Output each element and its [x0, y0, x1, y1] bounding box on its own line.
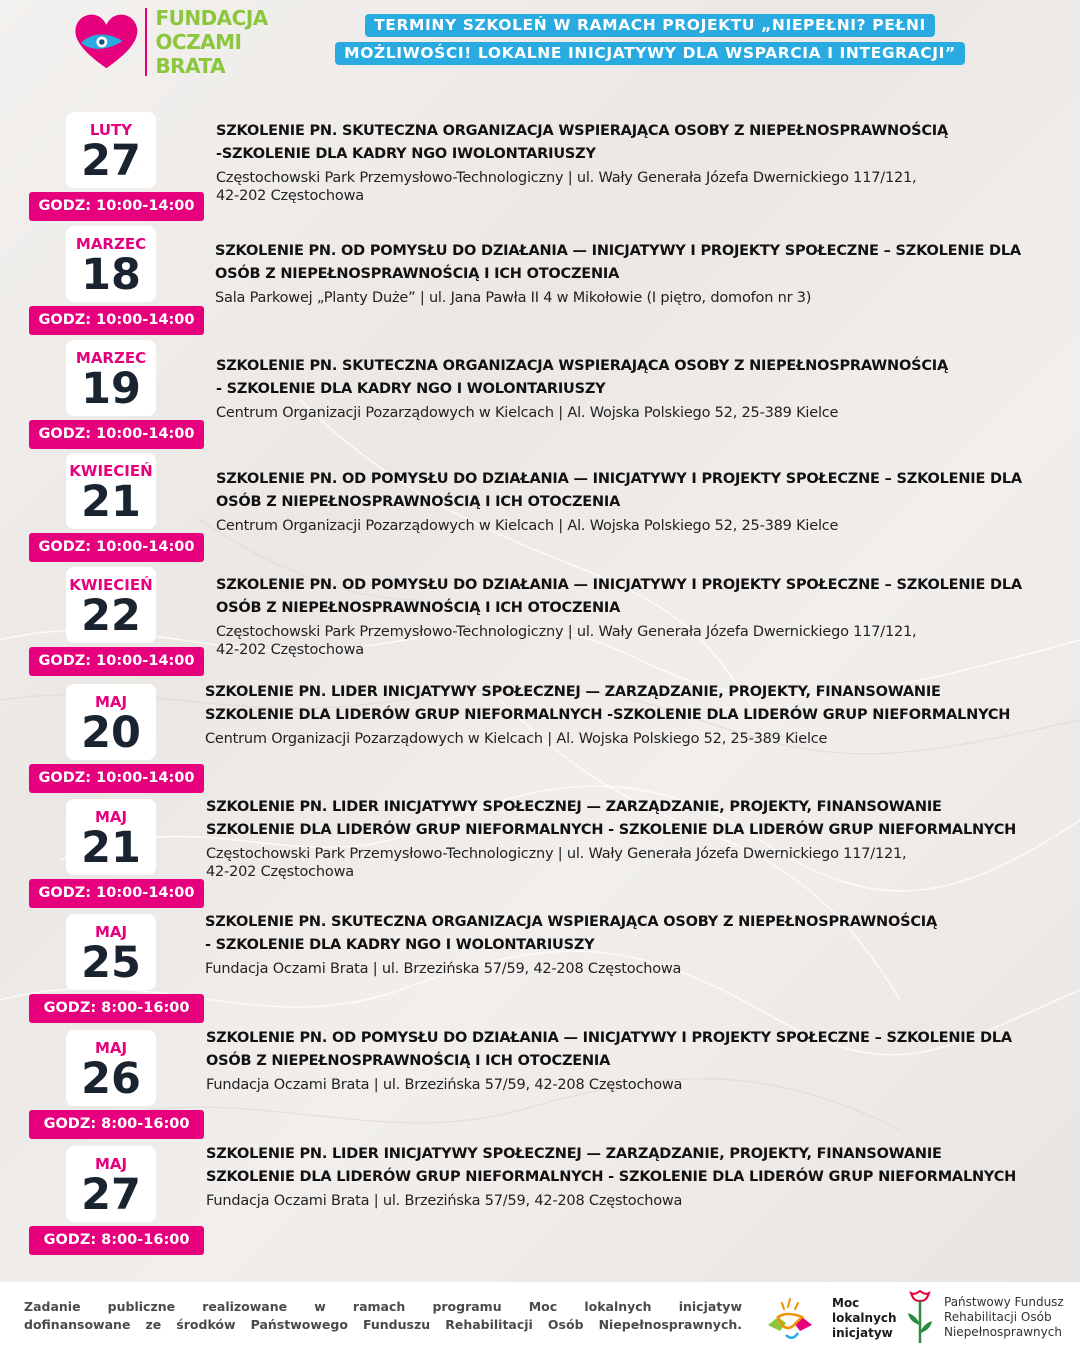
event-details — [216, 468, 1066, 535]
moc-line-2: lokalnych — [832, 1310, 897, 1325]
event-day: 27 — [81, 1170, 141, 1220]
event-location-line-1: Częstochowski Park Przemysłowo-Technologiczny | ul. Wały Generała Józefa Dwernickiego 117/121, — [216, 170, 917, 186]
moc-line-3: inicjatyw — [832, 1325, 893, 1340]
event-day: 20 — [81, 708, 141, 758]
event-hours: GODZ: 10:00-14:00 — [29, 764, 204, 793]
event-month: MAJ — [94, 693, 128, 711]
event-title-line-2: -SZKOLENIE DLA KADRY NGO IWOLONTARIUSZY — [216, 146, 596, 162]
event-item — [0, 567, 1080, 683]
event-location-line-1: Fundacja Oczami Brata | ul. Brzezińska 57/59, 42-208 Częstochowa — [206, 1077, 683, 1093]
event-location-line-1: Centrum Organizacji Pozarządowych w Kielcach | Al. Wojska Polskiego 52, 25-389 Kielce — [205, 731, 828, 747]
event-item — [0, 1030, 1080, 1146]
event-title-line-1: SZKOLENIE PN. OD POMYSŁU DO DZIAŁANIA — INICJATYWY I PROJEKTY SPOŁECZNE – SZKOLENIE DLA — [206, 1030, 1012, 1046]
date-card — [66, 453, 156, 529]
event-title-line-2: SZKOLENIE DLA LIDERÓW GRUP NIEFORMALNYCH -SZKOLENIE DLA LIDERÓW GRUP NIEFORMALNYCH — [205, 707, 1011, 723]
event-details — [216, 574, 1066, 659]
event-month: MAJ — [94, 923, 128, 941]
date-card — [66, 684, 156, 760]
event-day: 21 — [81, 823, 141, 873]
event-hours: GODZ: 8:00-16:00 — [29, 1226, 204, 1255]
pfron-logo — [905, 1288, 1075, 1346]
event-title-line-2: OSÓB Z NIEPEŁNOSPRAWNOŚCIĄ I ICH OTOCZENIA — [216, 494, 621, 510]
event-day: 26 — [81, 1054, 141, 1104]
event-title-line-1: SZKOLENIE PN. OD POMYSŁU DO DZIAŁANIA — INICJATYWY I PROJEKTY SPOŁECZNE – SZKOLENIE DLA — [215, 243, 1021, 259]
event-hours: GODZ: 10:00-14:00 — [29, 192, 204, 221]
event-item — [0, 112, 1080, 228]
event-details — [205, 681, 1055, 748]
date-card — [66, 112, 156, 188]
event-day: 18 — [81, 250, 141, 300]
event-details — [216, 120, 1066, 205]
event-item — [0, 684, 1080, 800]
title-line-1: TERMINY SZKOLEŃ W RAMACH PROJEKTU „NIEPEŁNI? PEŁNI — [365, 14, 935, 37]
event-title-line-1: SZKOLENIE PN. SKUTECZNA ORGANIZACJA WSPIERAJĄCA OSOBY Z NIEPEŁNOSPRAWNOŚCIĄ — [216, 358, 949, 374]
event-location-line-1: Centrum Organizacji Pozarządowych w Kielcach | Al. Wojska Polskiego 52, 25-389 Kielce — [216, 405, 839, 421]
event-location-line-1: Fundacja Oczami Brata | ul. Brzezińska 57/59, 42-208 Częstochowa — [205, 961, 682, 977]
event-location-line-1: Częstochowski Park Przemysłowo-Technologiczny | ul. Wały Generała Józefa Dwernickiego 117/121, — [206, 846, 907, 862]
pfron-line-2: Rehabilitacji Osób — [944, 1309, 1052, 1324]
event-title-line-1: SZKOLENIE PN. OD POMYSŁU DO DZIAŁANIA — INICJATYWY I PROJEKTY SPOŁECZNE – SZKOLENIE DLA — [216, 471, 1022, 487]
event-title-line-2: OSÓB Z NIEPEŁNOSPRAWNOŚCIĄ I ICH OTOCZENIA — [206, 1053, 611, 1069]
event-day: 25 — [81, 938, 141, 988]
logo-divider — [145, 8, 148, 76]
event-month: MAJ — [94, 1039, 128, 1057]
date-card — [66, 567, 156, 643]
pfron-logo-text — [944, 1295, 1064, 1340]
event-item — [0, 226, 1080, 342]
pfron-line-1: Państwowy Fundusz — [944, 1294, 1064, 1309]
event-month: MAJ — [94, 1155, 128, 1173]
heart-eye-icon — [72, 9, 141, 75]
date-card — [66, 914, 156, 990]
moc-lokalnych-inicjatyw-logo — [764, 1294, 904, 1342]
moc-logo-text — [832, 1296, 897, 1341]
event-hours: GODZ: 8:00-16:00 — [29, 1110, 204, 1139]
date-card — [66, 1030, 156, 1106]
event-title-line-1: SZKOLENIE PN. OD POMYSŁU DO DZIAŁANIA — INICJATYWY I PROJEKTY SPOŁECZNE – SZKOLENIE DLA — [216, 577, 1022, 593]
event-details — [205, 911, 1055, 978]
event-details — [206, 1027, 1056, 1094]
event-details — [216, 355, 1066, 422]
pfron-line-3: Niepełnosprawnych — [944, 1324, 1062, 1339]
event-location-line-2: 42-202 Częstochowa — [216, 188, 364, 204]
event-item — [0, 799, 1080, 915]
logo-line-1: FUNDACJA — [155, 6, 268, 30]
event-title-line-2: - SZKOLENIE DLA KADRY NGO I WOLONTARIUSZY — [205, 937, 595, 953]
event-month: LUTY — [89, 121, 133, 139]
page-title — [300, 11, 1000, 67]
event-title-line-2: OSÓB Z NIEPEŁNOSPRAWNOŚCIĄ I ICH OTOCZENIA — [216, 600, 621, 616]
event-item — [0, 914, 1080, 1030]
event-title-line-2: SZKOLENIE DLA LIDERÓW GRUP NIEFORMALNYCH - SZKOLENIE DLA LIDERÓW GRUP NIEFORMALNYCH — [206, 822, 1017, 838]
event-item — [0, 1146, 1080, 1262]
event-details — [206, 796, 1056, 881]
event-month: MARZEC — [75, 349, 147, 367]
event-location-line-2: 42-202 Częstochowa — [216, 642, 364, 658]
event-title-line-1: SZKOLENIE PN. SKUTECZNA ORGANIZACJA WSPIERAJĄCA OSOBY Z NIEPEŁNOSPRAWNOŚCIĄ — [216, 123, 949, 139]
event-location-line-1: Częstochowski Park Przemysłowo-Technologiczny | ul. Wały Generała Józefa Dwernickiego 117/121, — [216, 624, 917, 640]
date-card — [66, 1146, 156, 1222]
event-title-line-1: SZKOLENIE PN. LIDER INICJATYWY SPOŁECZNEJ — ZARZĄDZANIE, PROJEKTY, FINANSOWANIE — [206, 1146, 942, 1162]
handshake-icon — [764, 1295, 816, 1341]
footer-text-line-1: Zadanie publiczne realizowane w ramach programu Moc lokalnych inicjatyw — [24, 1299, 742, 1314]
event-hours: GODZ: 10:00-14:00 — [29, 879, 204, 908]
title-line-2: MOŻLIWOŚCI! LOKALNE INICJATYWY DLA WSPARCIA I INTEGRACJI” — [335, 42, 965, 65]
event-day: 27 — [81, 136, 141, 186]
fundacja-logo — [72, 6, 302, 78]
event-hours: GODZ: 10:00-14:00 — [29, 420, 204, 449]
date-card — [66, 226, 156, 302]
event-month: MARZEC — [75, 235, 147, 253]
event-title-line-2: - SZKOLENIE DLA KADRY NGO I WOLONTARIUSZY — [216, 381, 606, 397]
event-title-line-1: SZKOLENIE PN. LIDER INICJATYWY SPOŁECZNEJ — ZARZĄDZANIE, PROJEKTY, FINANSOWANIE — [206, 799, 942, 815]
footer-text-line-2: dofinansowane ze środków Państwowego Funduszu Rehabilitacji Osób Niepełnosprawnych. — [24, 1317, 742, 1332]
event-hours: GODZ: 10:00-14:00 — [29, 306, 204, 335]
event-title-line-2: SZKOLENIE DLA LIDERÓW GRUP NIEFORMALNYCH - SZKOLENIE DLA LIDERÓW GRUP NIEFORMALNYCH — [206, 1169, 1017, 1185]
event-details — [206, 1143, 1056, 1210]
tulip-icon — [905, 1289, 935, 1345]
event-location-line-2: 42-202 Częstochowa — [206, 864, 354, 880]
event-location-line-1: Centrum Organizacji Pozarządowych w Kielcach | Al. Wojska Polskiego 52, 25-389 Kielce — [216, 518, 839, 534]
event-title-line-1: SZKOLENIE PN. LIDER INICJATYWY SPOŁECZNEJ — ZARZĄDZANIE, PROJEKTY, FINANSOWANIE — [205, 684, 941, 700]
moc-line-1: Moc — [832, 1295, 860, 1310]
event-location-line-1: Fundacja Oczami Brata | ul. Brzezińska 57/59, 42-208 Częstochowa — [206, 1193, 683, 1209]
logo-text — [155, 6, 302, 78]
date-card — [66, 799, 156, 875]
event-day: 19 — [81, 364, 141, 414]
logo-line-2: OCZAMI BRATA — [155, 30, 242, 78]
event-day: 21 — [81, 477, 141, 527]
event-item — [0, 453, 1080, 569]
event-title-line-2: OSÓB Z NIEPEŁNOSPRAWNOŚCIĄ I ICH OTOCZENIA — [215, 266, 620, 282]
event-month: MAJ — [94, 808, 128, 826]
event-day: 22 — [81, 591, 141, 641]
footer — [0, 1282, 1080, 1350]
event-hours: GODZ: 10:00-14:00 — [29, 533, 204, 562]
event-title-line-1: SZKOLENIE PN. SKUTECZNA ORGANIZACJA WSPIERAJĄCA OSOBY Z NIEPEŁNOSPRAWNOŚCIĄ — [205, 914, 938, 930]
event-month: KWIECIEŃ — [69, 462, 153, 480]
date-card — [66, 340, 156, 416]
event-hours: GODZ: 8:00-16:00 — [29, 994, 204, 1023]
event-item — [0, 340, 1080, 456]
event-details — [215, 240, 1065, 307]
footer-funding-note — [24, 1298, 742, 1334]
event-location-line-1: Sala Parkowej „Planty Duże” | ul. Jana Pawła II 4 w Mikołowie (I piętro, domofon nr 3) — [215, 290, 812, 306]
event-hours: GODZ: 10:00-14:00 — [29, 647, 204, 676]
event-month: KWIECIEŃ — [69, 576, 153, 594]
